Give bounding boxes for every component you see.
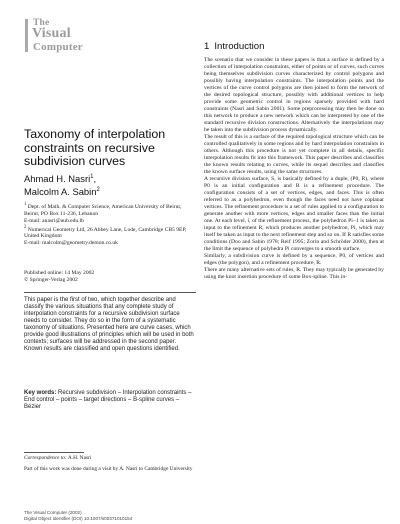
body-paragraph: There are many alternative sets of rules, R. They may typically be generated by using the knot insertion procedure of some Box-spline. This in- <box>204 266 384 280</box>
body-paragraph: The result of this is a surface of the required topological structure which can be controlled qualitatively in some regions and by hard interpolation constraints in others. Although this procedure is not yet complete in all details, specific interpolation results fit into this framework. This paper describes and classifies the known results relating to curves, while its sequel describes and classifies the known surface results, using the same structures. <box>204 133 384 175</box>
affiliation-mark: 2 <box>24 224 27 230</box>
body-paragraph: Similarly, a subdivision curve is defined by a sequence, P0, of vertices and edges (the polygon), and a refinement procedure, R. <box>204 252 384 266</box>
affiliations <box>24 202 196 247</box>
abstract-divider <box>24 292 196 293</box>
keywords-text: Recursive subdivision – Interpolation constraints – End control – points – target directions – B-spline curves – Bézier <box>24 390 192 411</box>
affiliation-email-1: E-mail: anasri@aub.edu.lb <box>24 217 84 224</box>
author-2-affiliation-mark: 2 <box>96 186 100 193</box>
logo-bar <box>25 19 28 52</box>
paper-title: Taxonomy of interpolation constraints on recursive subdivision curves <box>24 127 166 169</box>
affiliation-email-2: E-mail: malcolm@geometry.demon.co.uk <box>24 240 118 247</box>
logo-line3: Computer <box>33 41 83 53</box>
doi: Digital Object Identifier (DOI) 10.1007/s00371010154 <box>24 515 133 521</box>
author-separator: , <box>93 173 97 185</box>
published-date: Published online: 14 May 2002 <box>24 270 95 276</box>
keywords <box>24 390 196 411</box>
logo-line2: Visual <box>32 26 71 41</box>
body-paragraph: The scenario that we consider in these papers is that a surface is defined by a collection of interpolation constraints, either of points or of curves, such curves being themselves subdivision curves characterized by control polygons and possibly having interpolation constraints. The interpolation points and the vertices of the curve control polygons are then joined to form the network of the desired topological structure, possibly with additional vertices to help provide some geometric control in regions sparsely provided with hard constraints (Nasri and Sabin 2001). Some preprocessing may then be done on this network to produce a new network which can be interpreted by one of the standard recursive division constructions. Alternatively the interpolations may be taken into the subdivision process dynamically. <box>204 57 384 133</box>
affiliation-2 <box>24 225 196 241</box>
visit-note: Part of this work was done during a visit by A. Nasri to Cambridge University <box>24 466 193 472</box>
author-2: Malcolm A. Sabin <box>24 185 97 197</box>
correspondence-name: A.H. Nasri <box>67 455 92 461</box>
affiliation-mark: 1 <box>24 202 27 207</box>
keywords-label: Key words: <box>24 390 57 396</box>
body-paragraph: A recursive division surface, S, is basically defined by a duple, (P0, R), where P0 is an initial configuration and R is a refinement procedure. The configuration consists of a set of vertices, edges, and faces. This is often referred to as a polyhedron, even though the faces need not have coplanar vertices. The refinement procedure is a set of rules applied to a configuration to generate another with more vertices, edges and smaller faces than the initial one. At each level, i, of the refinement process, the polyhedron Pi−1 is taken as input to the refinement R, which produces another polyhedron, Pi, which may itself be taken as input to the next refinement step and so on. If R satisfies some conditions (Doo and Sabin 1978; Reif 1995; Zorin and Schröder 2000), then at the limit the sequence of polyhedra Pi converges to a smooth surface. <box>204 175 384 252</box>
logo-line1: The <box>33 18 50 28</box>
affiliation-1 <box>24 202 196 218</box>
correspondence <box>24 455 196 462</box>
author-1-affiliation-mark: 1 <box>90 174 94 180</box>
section-number: 1 <box>204 41 210 52</box>
journal-footer <box>24 510 244 521</box>
journal-name: The Visual Computer (2002) <box>24 510 82 515</box>
affiliation-text: Dept. of Math. & Computer Science, American University of Beirut, Beirut, PO Box 11-236, Lebanon <box>24 203 182 217</box>
correspondence-label: Correspondence to: <box>24 455 67 461</box>
abstract: This paper is the first of two, which together describe and classify the various situations that any complete study of interpolation constraints for a recursive subdivision surface needs to consider. They do so in the form of a systematic taxonomy of situations. Presented here are curve cases, which provide good illustrations of principles which will be used in both contexts; surfaces will be addressed in the second paper. Known results are classified and open questions identified. <box>24 297 194 353</box>
body-text <box>204 57 384 281</box>
publication-info <box>24 270 194 284</box>
author-1: Ahmad H. Nasri <box>24 173 91 185</box>
footnote-divider <box>24 452 84 453</box>
section-heading <box>204 41 264 52</box>
journal-logo <box>23 19 93 55</box>
affiliation-text: Numerical Geometry Ltd, 26 Abbey Lane, Lode, Cambridge CB5 9EP, United Kingdom <box>24 226 187 240</box>
author-list <box>24 172 194 197</box>
section-title: Introduction <box>214 41 265 52</box>
copyright: © Springer-Verlag 2002 <box>24 276 78 283</box>
